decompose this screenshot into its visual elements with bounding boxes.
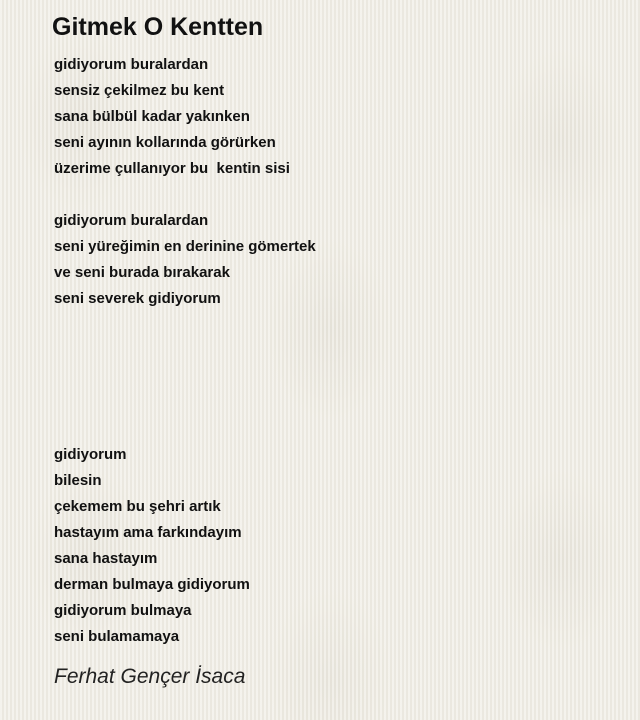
poem-line: seni severek gidiyorum — [54, 290, 221, 307]
poem-container — [54, 0, 614, 690]
poem-stanza-3 — [54, 442, 614, 650]
poem-line: sensiz çekilmez bu kent — [54, 82, 225, 99]
poem-stanza-1 — [54, 52, 614, 182]
poem-line: gidiyorum bulmaya — [54, 602, 192, 619]
poem-line: gidiyorum buralardan — [54, 56, 209, 73]
poem-line: sana hastayım — [54, 550, 158, 567]
poem-line: ve seni burada bırakarak — [54, 264, 230, 281]
poem-stanza-2 — [54, 208, 614, 312]
poem-author: Ferhat Gençer İsaca — [54, 665, 246, 688]
poem-line: gidiyorum — [54, 446, 127, 463]
poem-line: üzerime çullanıyor bu kentin sisi — [54, 160, 290, 177]
poem-line: çekemem bu şehri artık — [54, 498, 221, 515]
poem-line: hastayım ama farkındayım — [54, 524, 242, 541]
poem-line: gidiyorum buralardan — [54, 212, 209, 229]
poem-line: seni bulamamaya — [54, 628, 180, 645]
poem-line: sana bülbül kadar yakınken — [54, 108, 250, 125]
poem-line: seni ayının kollarında görürken — [54, 134, 276, 151]
poem-line: seni yüreğimin en derinine gömertek — [54, 238, 316, 255]
poem-line: derman bulmaya gidiyorum — [54, 576, 250, 593]
poem-title: Gitmek O Kentten — [52, 13, 264, 41]
poem-line: bilesin — [54, 472, 102, 489]
